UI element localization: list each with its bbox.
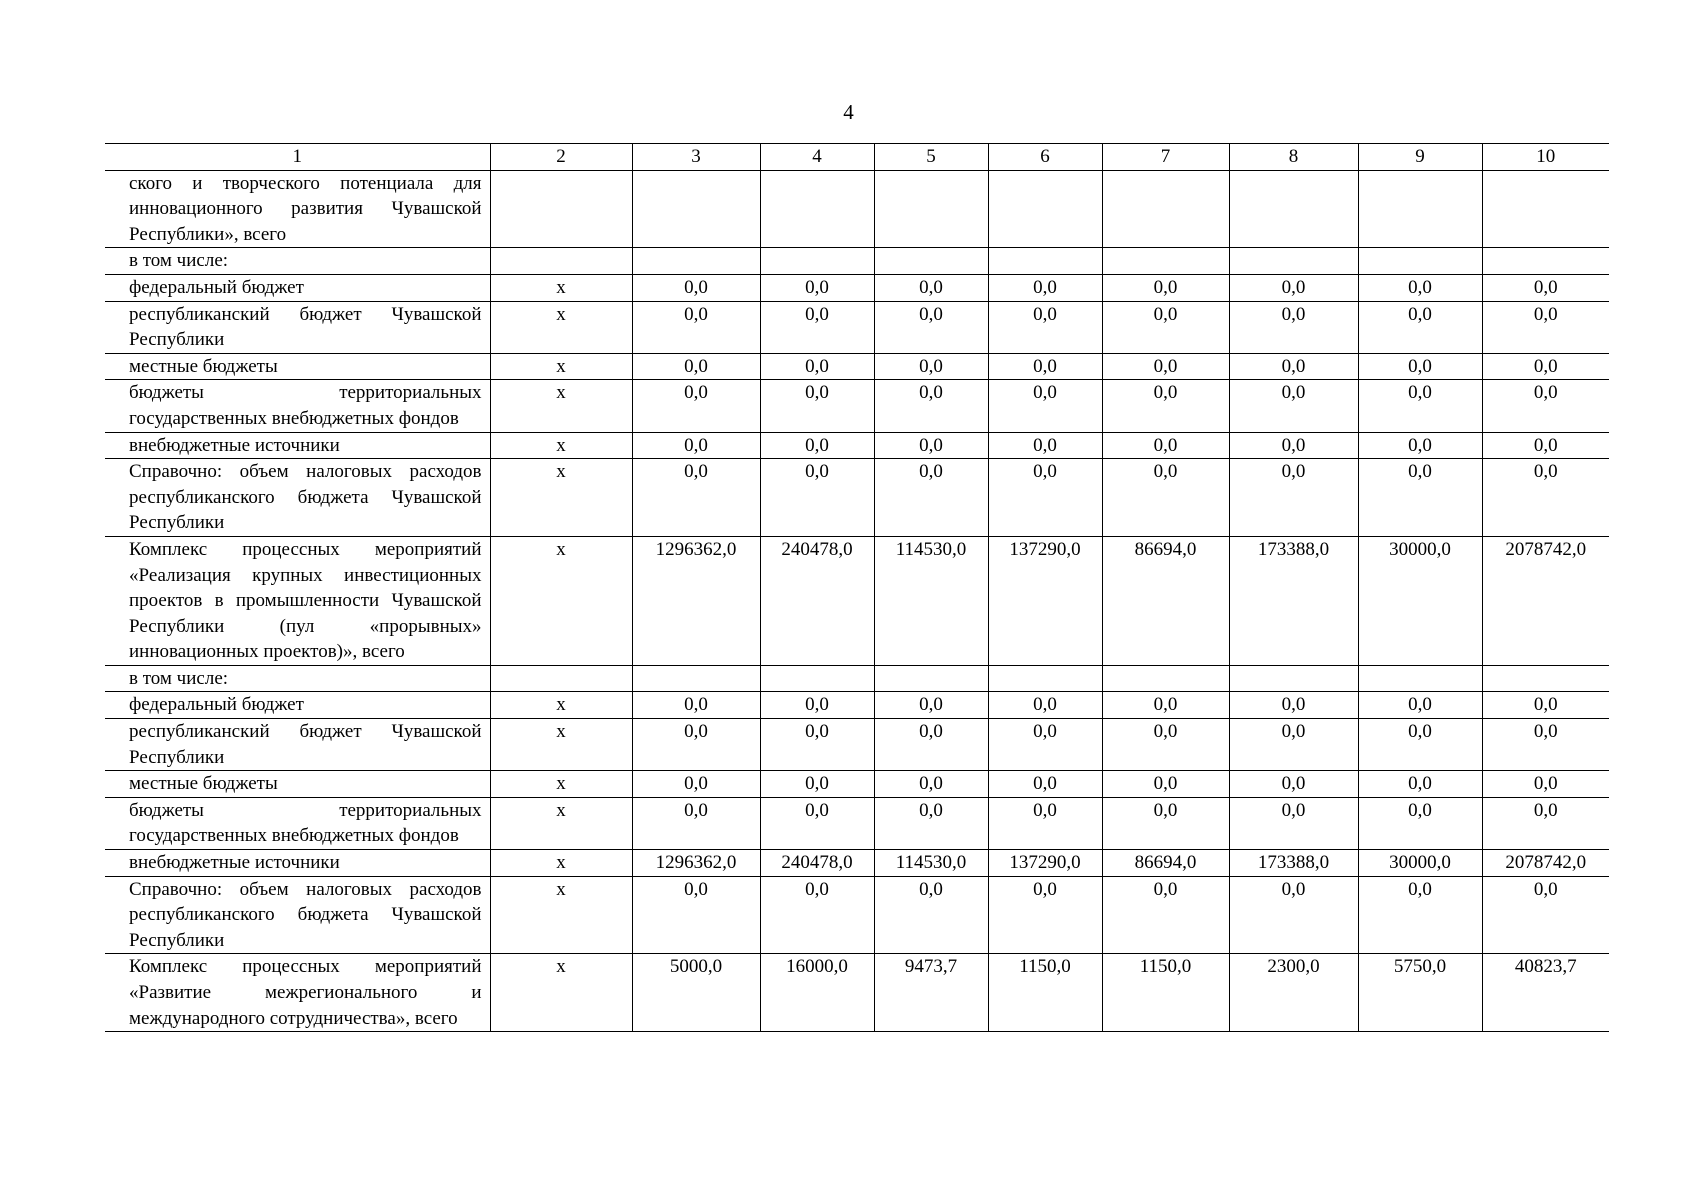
value-cell: 0,0 — [1482, 432, 1609, 459]
table-row — [105, 353, 1609, 380]
value-cell: 0,0 — [1358, 876, 1482, 954]
column-number-2: 2 — [490, 144, 632, 171]
row-label: Справочно: объем налоговых расходов республиканского бюджета Чувашской Республики — [105, 876, 490, 954]
row-label: федеральный бюджет — [105, 274, 490, 301]
value-cell: 0,0 — [874, 301, 988, 353]
row-label: внебюджетные источники — [105, 850, 490, 877]
value-cell: 0,0 — [988, 380, 1102, 432]
value-cell: 0,0 — [760, 692, 874, 719]
value-cell: 0,0 — [1358, 692, 1482, 719]
value-cell — [1102, 170, 1229, 248]
value-cell: 0,0 — [1229, 719, 1358, 771]
value-cell: 0,0 — [1102, 380, 1229, 432]
value-cell: 0,0 — [760, 876, 874, 954]
value-cell: 0,0 — [632, 380, 760, 432]
value-cell: 0,0 — [1358, 719, 1482, 771]
row-label: Справочно: объем налоговых расходов республиканского бюджета Чувашской Республики — [105, 459, 490, 537]
row-label: местные бюджеты — [105, 353, 490, 380]
value-cell: 0,0 — [874, 797, 988, 849]
table-row — [105, 771, 1609, 798]
table-row — [105, 692, 1609, 719]
value-cell: 9473,7 — [874, 954, 988, 1032]
value-cell: 2300,0 — [1229, 954, 1358, 1032]
value-cell: 114530,0 — [874, 536, 988, 665]
value-cell: 0,0 — [874, 876, 988, 954]
table-row — [105, 274, 1609, 301]
table-row — [105, 719, 1609, 771]
value-cell: 0,0 — [1358, 459, 1482, 537]
value-cell — [632, 170, 760, 248]
table-row — [105, 170, 1609, 248]
value-cell: 0,0 — [632, 876, 760, 954]
value-cell: 0,0 — [632, 353, 760, 380]
value-cell: 0,0 — [632, 797, 760, 849]
table-row — [105, 665, 1609, 692]
value-cell — [760, 248, 874, 275]
value-cell: 137290,0 — [988, 850, 1102, 877]
value-cell: 1150,0 — [1102, 954, 1229, 1032]
row-label: ского и творческого потенциала для инновационного развития Чувашской Республики», всего — [105, 170, 490, 248]
value-cell — [1358, 248, 1482, 275]
value-cell: 30000,0 — [1358, 850, 1482, 877]
column-number-10: 10 — [1482, 144, 1609, 171]
value-cell: 0,0 — [1229, 876, 1358, 954]
value-cell: 0,0 — [988, 876, 1102, 954]
value-cell: 0,0 — [1102, 797, 1229, 849]
value-cell: 0,0 — [632, 719, 760, 771]
value-cell: 0,0 — [988, 301, 1102, 353]
value-cell: 0,0 — [760, 353, 874, 380]
column-number-3: 3 — [632, 144, 760, 171]
value-cell: 0,0 — [874, 771, 988, 798]
row-label: в том числе: — [105, 248, 490, 275]
value-cell: 0,0 — [1229, 274, 1358, 301]
value-cell: x — [490, 954, 632, 1032]
value-cell: 0,0 — [1358, 432, 1482, 459]
value-cell: 0,0 — [760, 380, 874, 432]
value-cell: 0,0 — [1358, 797, 1482, 849]
value-cell: 0,0 — [1482, 797, 1609, 849]
value-cell: 0,0 — [1102, 353, 1229, 380]
value-cell: 0,0 — [1482, 459, 1609, 537]
value-cell: 5750,0 — [1358, 954, 1482, 1032]
value-cell: 0,0 — [1482, 876, 1609, 954]
value-cell: 0,0 — [988, 353, 1102, 380]
value-cell: 0,0 — [1102, 459, 1229, 537]
value-cell: 2078742,0 — [1482, 536, 1609, 665]
value-cell: x — [490, 380, 632, 432]
value-cell: 0,0 — [1229, 459, 1358, 537]
row-label: бюджеты территориальных государственных внебюджетных фондов — [105, 380, 490, 432]
value-cell: 0,0 — [1102, 274, 1229, 301]
column-number-7: 7 — [1102, 144, 1229, 171]
value-cell: 0,0 — [1358, 771, 1482, 798]
value-cell — [1229, 665, 1358, 692]
value-cell — [988, 248, 1102, 275]
row-label: внебюджетные источники — [105, 432, 490, 459]
value-cell: 0,0 — [1102, 876, 1229, 954]
value-cell: 0,0 — [1229, 432, 1358, 459]
value-cell — [874, 170, 988, 248]
value-cell: 0,0 — [1102, 771, 1229, 798]
value-cell: 0,0 — [874, 459, 988, 537]
value-cell — [490, 665, 632, 692]
table-row — [105, 248, 1609, 275]
value-cell: 0,0 — [874, 353, 988, 380]
value-cell: 173388,0 — [1229, 850, 1358, 877]
value-cell: x — [490, 353, 632, 380]
value-cell: x — [490, 797, 632, 849]
value-cell: 0,0 — [632, 432, 760, 459]
value-cell: 0,0 — [988, 459, 1102, 537]
value-cell: 5000,0 — [632, 954, 760, 1032]
table-row — [105, 301, 1609, 353]
value-cell — [490, 170, 632, 248]
value-cell: 86694,0 — [1102, 536, 1229, 665]
value-cell — [1102, 665, 1229, 692]
column-number-1: 1 — [105, 144, 490, 171]
value-cell: 0,0 — [1102, 719, 1229, 771]
value-cell: 173388,0 — [1229, 536, 1358, 665]
value-cell: 0,0 — [988, 719, 1102, 771]
value-cell: 0,0 — [1482, 771, 1609, 798]
value-cell: 0,0 — [1229, 771, 1358, 798]
value-cell: x — [490, 692, 632, 719]
value-cell — [1358, 170, 1482, 248]
value-cell — [1482, 170, 1609, 248]
value-cell — [1102, 248, 1229, 275]
column-number-8: 8 — [1229, 144, 1358, 171]
row-label: республиканский бюджет Чувашской Республики — [105, 301, 490, 353]
value-cell: 0,0 — [988, 692, 1102, 719]
value-cell — [874, 665, 988, 692]
row-label: в том числе: — [105, 665, 490, 692]
value-cell: 0,0 — [760, 719, 874, 771]
value-cell — [490, 248, 632, 275]
value-cell: 2078742,0 — [1482, 850, 1609, 877]
value-cell: 1296362,0 — [632, 536, 760, 665]
row-label: республиканский бюджет Чувашской Республики — [105, 719, 490, 771]
value-cell: 0,0 — [760, 274, 874, 301]
value-cell: 0,0 — [1358, 353, 1482, 380]
value-cell: 240478,0 — [760, 536, 874, 665]
value-cell: 0,0 — [1102, 432, 1229, 459]
value-cell: 0,0 — [1358, 274, 1482, 301]
value-cell: 0,0 — [988, 432, 1102, 459]
value-cell — [632, 665, 760, 692]
value-cell: 0,0 — [632, 301, 760, 353]
value-cell: x — [490, 459, 632, 537]
value-cell: 114530,0 — [874, 850, 988, 877]
table-row — [105, 380, 1609, 432]
table-row — [105, 432, 1609, 459]
value-cell: 0,0 — [760, 771, 874, 798]
value-cell — [760, 665, 874, 692]
budget-table — [105, 143, 1609, 1032]
table-row — [105, 954, 1609, 1032]
value-cell: 0,0 — [988, 771, 1102, 798]
value-cell: 0,0 — [1229, 797, 1358, 849]
value-cell: x — [490, 301, 632, 353]
value-cell — [874, 248, 988, 275]
value-cell: 0,0 — [1229, 301, 1358, 353]
value-cell: 0,0 — [1482, 274, 1609, 301]
value-cell: 0,0 — [1358, 380, 1482, 432]
value-cell: 240478,0 — [760, 850, 874, 877]
table-row — [105, 536, 1609, 665]
value-cell: x — [490, 850, 632, 877]
value-cell: 16000,0 — [760, 954, 874, 1032]
value-cell: 0,0 — [632, 459, 760, 537]
page-number: 4 — [843, 100, 854, 124]
value-cell: 0,0 — [988, 797, 1102, 849]
value-cell: 0,0 — [988, 274, 1102, 301]
value-cell: 86694,0 — [1102, 850, 1229, 877]
value-cell: 1296362,0 — [632, 850, 760, 877]
row-label: Комплекс процессных мероприятий «Реализация крупных инвестиционных проектов в промышленности Чувашской Республики (пул «прорывных» инновационных проектов)», всего — [105, 536, 490, 665]
value-cell: x — [490, 771, 632, 798]
column-number-5: 5 — [874, 144, 988, 171]
table-row — [105, 459, 1609, 537]
column-number-row — [105, 144, 1609, 171]
column-number-4: 4 — [760, 144, 874, 171]
value-cell: x — [490, 274, 632, 301]
value-cell: 0,0 — [632, 771, 760, 798]
value-cell — [1482, 665, 1609, 692]
value-cell: x — [490, 536, 632, 665]
value-cell: 0,0 — [1229, 692, 1358, 719]
value-cell — [632, 248, 760, 275]
value-cell: 0,0 — [760, 301, 874, 353]
value-cell: 0,0 — [1482, 353, 1609, 380]
value-cell: 0,0 — [632, 692, 760, 719]
row-label: Комплекс процессных мероприятий «Развитие межрегионального и международного сотрудничества», всего — [105, 954, 490, 1032]
value-cell: 0,0 — [1229, 353, 1358, 380]
value-cell: x — [490, 719, 632, 771]
row-label: бюджеты территориальных государственных внебюджетных фондов — [105, 797, 490, 849]
value-cell: 0,0 — [760, 459, 874, 537]
column-number-6: 6 — [988, 144, 1102, 171]
value-cell: 0,0 — [1482, 301, 1609, 353]
value-cell: 0,0 — [632, 274, 760, 301]
value-cell: 0,0 — [874, 274, 988, 301]
value-cell: 0,0 — [1482, 380, 1609, 432]
value-cell: 0,0 — [1482, 719, 1609, 771]
value-cell: 0,0 — [874, 692, 988, 719]
value-cell: 0,0 — [874, 432, 988, 459]
value-cell: 30000,0 — [1358, 536, 1482, 665]
row-label: федеральный бюджет — [105, 692, 490, 719]
value-cell: x — [490, 432, 632, 459]
value-cell: 0,0 — [1102, 301, 1229, 353]
value-cell: 0,0 — [1229, 380, 1358, 432]
value-cell: 0,0 — [874, 719, 988, 771]
value-cell — [988, 665, 1102, 692]
value-cell: 1150,0 — [988, 954, 1102, 1032]
value-cell — [988, 170, 1102, 248]
column-number-9: 9 — [1358, 144, 1482, 171]
table-row — [105, 797, 1609, 849]
row-label: местные бюджеты — [105, 771, 490, 798]
value-cell: 0,0 — [760, 797, 874, 849]
table-row — [105, 850, 1609, 877]
value-cell: 137290,0 — [988, 536, 1102, 665]
value-cell: 0,0 — [1358, 301, 1482, 353]
value-cell: 0,0 — [1102, 692, 1229, 719]
value-cell — [760, 170, 874, 248]
value-cell — [1229, 170, 1358, 248]
value-cell — [1482, 248, 1609, 275]
value-cell: x — [490, 876, 632, 954]
value-cell: 0,0 — [760, 432, 874, 459]
value-cell — [1358, 665, 1482, 692]
table-row — [105, 876, 1609, 954]
value-cell: 40823,7 — [1482, 954, 1609, 1032]
value-cell — [1229, 248, 1358, 275]
value-cell: 0,0 — [1482, 692, 1609, 719]
value-cell: 0,0 — [874, 380, 988, 432]
